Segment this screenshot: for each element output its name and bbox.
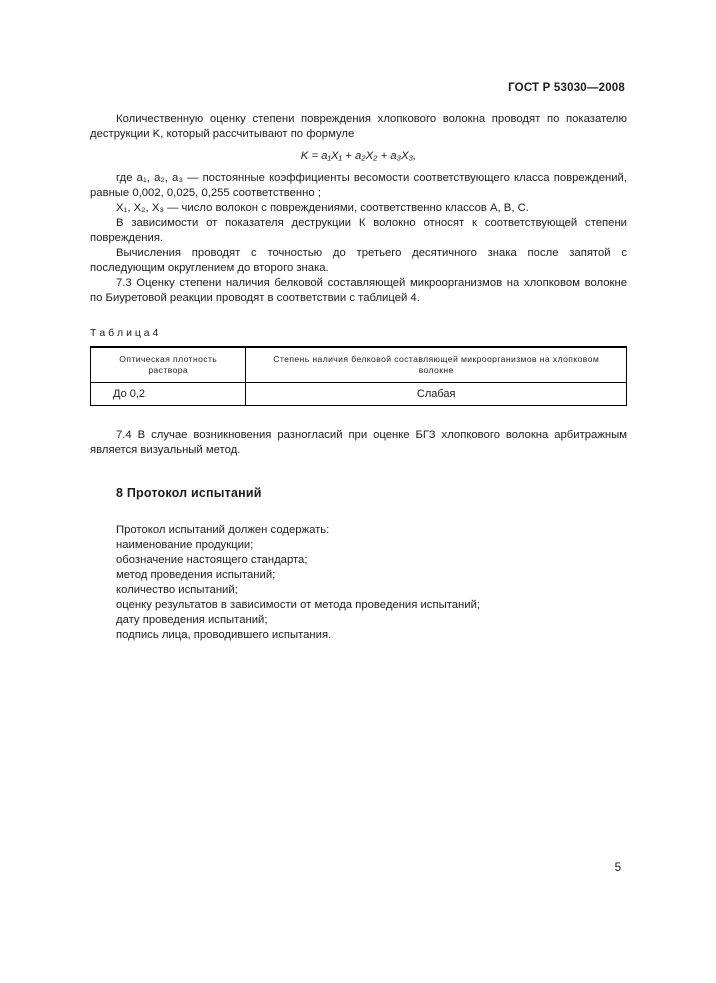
paragraph-destruction-intro: Количественную оценку степени повреждения хлопкового волокна проводят по показателю деструкции K, который рассчитывают по формуле — [90, 113, 627, 140]
paragraph-degree-assignment: В зависимости от показателя деструкции К волокно относят к соответствующей степени повреждения. — [90, 217, 627, 244]
formula-destruction-k: K = a₁X₁ + a₂X₂ + a₃X₃, — [300, 150, 417, 162]
table-header-optical-density: Оптическая плотность раствора — [91, 347, 246, 383]
table-header-row — [91, 347, 627, 383]
table-4 — [90, 346, 627, 406]
table-cell-degree-value: Слабая — [246, 383, 627, 406]
protocol-line: Протокол испытаний должен содержать: — [116, 524, 330, 536]
table-caption: Т а б л и ц а 4 — [90, 327, 159, 339]
protocol-line: дату проведения испытаний; — [116, 614, 268, 626]
section-8-heading: 8 Протокол испытаний — [116, 486, 262, 500]
document-header: ГОСТ Р 53030—2008 — [508, 82, 625, 94]
table-row — [91, 383, 627, 406]
protocol-line: обозначение настоящего стандарта; — [116, 554, 308, 566]
paragraph-calculation-precision: Вычисления проводят с точностью до третьего десятичного знака после запятой с последующим округлением до второго знака. — [90, 247, 627, 274]
paragraph-7-3: 7.3 Оценку степени наличия белковой составляющей микроорганизмов на хлопковом волокне по Биуретовой реакции проводят в соответствии с таблицей 4. — [90, 277, 627, 304]
table-cell-density-value: До 0,2 — [91, 383, 246, 406]
protocol-line: оценку результатов в зависимости от метода проведения испытаний; — [116, 599, 481, 611]
paragraph-7-4: 7.4 В случае возникновения разногласий при оценке БГЗ хлопкового волокна арбитражным является визуальный метод. — [90, 429, 627, 456]
paragraph-coefficients: где a₁, a₂, a₃ — постоянные коэффициенты весомости соответствующего класса повреждений, равные 0,002, 0,025, 0,255 соответственно ; — [90, 172, 627, 199]
page-number: 5 — [614, 862, 621, 874]
protocol-line: подпись лица, проводившего испытания. — [116, 629, 332, 641]
table-header-protein-degree: Степень наличия белковой составляющей микроорганизмов на хлопковом волокне — [246, 347, 627, 383]
protocol-line: метод проведения испытаний; — [116, 569, 276, 581]
protocol-line: наименование продукции; — [116, 539, 254, 551]
document-content — [90, 112, 627, 643]
paragraph-fiber-counts: X₁, X₂, X₃ — число волокон с повреждениями, соответственно классов А, В, С. — [116, 202, 529, 214]
protocol-line: количество испытаний; — [116, 584, 238, 596]
